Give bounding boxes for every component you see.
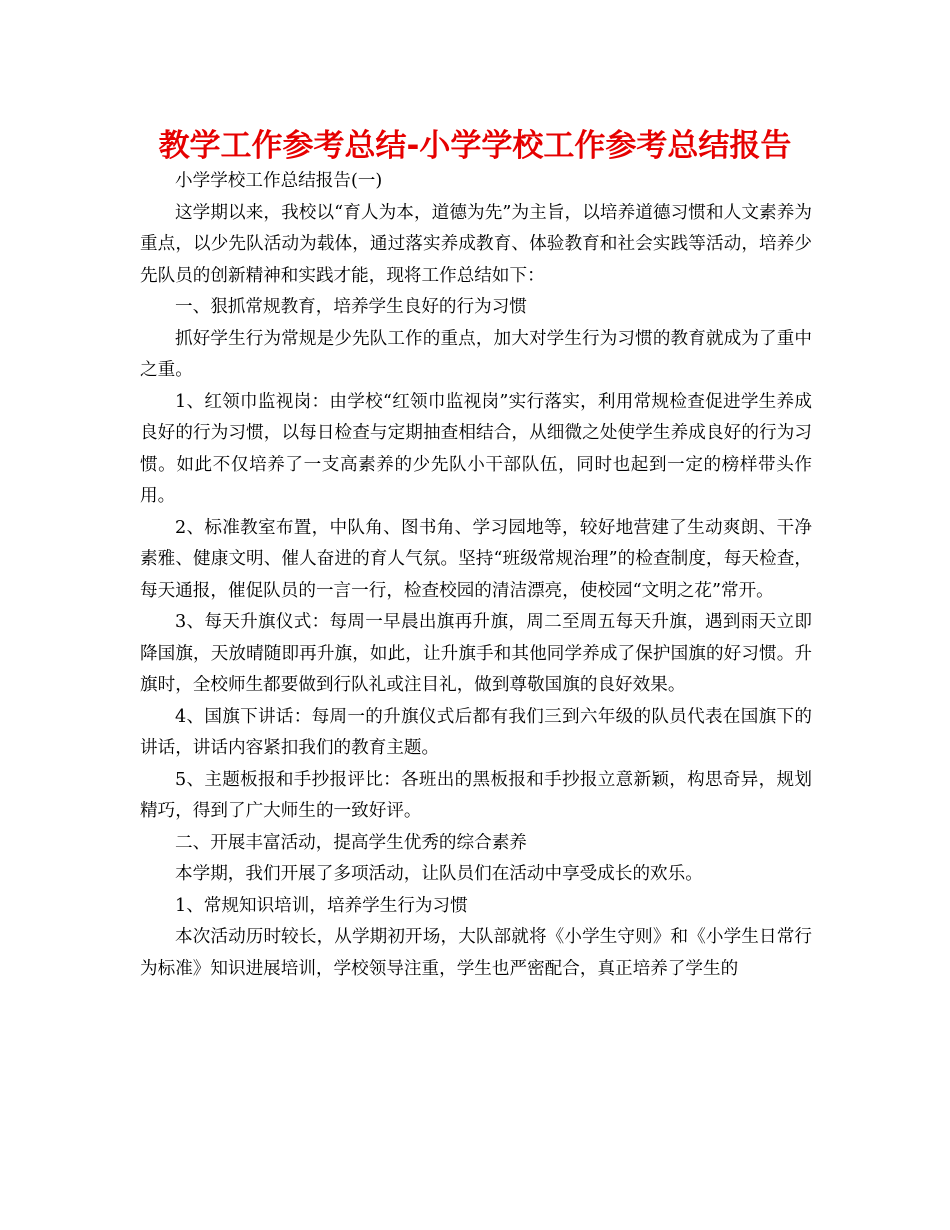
subtitle-paragraph: 小学学校工作总结报告(一) — [175, 171, 383, 191]
list-item-paragraph: 1、红领巾监视岗：由学校“红领巾监视岗”实行落实，利用常规检查促进学生养成良好的行为习惯，以每日检查与定期抽查相结合，从细微之处使学生养成良好的行为习惯。如此不仅培养了一支高素养的少先队小干部队伍，同时也起到一定的榜样带头作用。 — [140, 391, 812, 506]
list-item-paragraph: 4、国旗下讲话：每周一的升旗仪式后都有我们三到六年级的队员代表在国旗下的讲话，讲话内容紧扣我们的教育主题。 — [140, 706, 812, 758]
list-item-paragraph: 3、每天升旗仪式：每周一早晨出旗再升旗，周二至周五每天升旗，遇到雨天立即降国旗，天放晴随即再升旗，如此，让升旗手和其他同学养成了保护国旗的好习惯。升旗时，全校师生都要做到行队礼或注目礼，做到尊敬国旗的良好效果。 — [140, 612, 812, 695]
body-paragraph: 本学期，我们开展了多项活动，让队员们在活动中享受成长的欢乐。 — [175, 864, 703, 884]
document-title: 教学工作参考总结-小学学校工作参考总结报告 — [158, 128, 792, 164]
intro-paragraph: 这学期以来，我校以“育人为本，道德为先”为主旨，以培养道德习惯和人文素养为重点，以少先队活动为载体，通过落实养成教育、体验教育和社会实践等活动，培养少先队员的创新精神和实践才能，现将工作总结如下： — [140, 202, 812, 286]
list-item-paragraph: 2、标准教室布置，中队角、图书角、学习园地等，较好地营建了生动爽朗、干净素雅、健康文明、催人奋进的育人气氛。坚持“班级常规治理”的检查制度，每天检查，每天通报，催促队员的一言一行，检查校园的清洁漂亮，使校园“文明之花”常开。 — [140, 517, 812, 601]
body-paragraph: 本次活动历时较长，从学期初开场，大队部就将《小学生守则》和《小学生日常行为标准》知识进展培训，学校领导注重，学生也严密配合，真正培养了学生的 — [140, 927, 812, 979]
section-heading-1: 一、狠抓常规教育，培养学生良好的行为习惯 — [175, 297, 527, 317]
section-heading-2: 二、开展丰富活动，提高学生优秀的综合素养 — [175, 832, 527, 853]
list-item-paragraph: 1、常规知识培训，培养学生行为习惯 — [175, 895, 468, 916]
document-body — [140, 166, 812, 985]
list-item-paragraph: 5、主题板报和手抄报评比：各班出的黑板报和手抄报立意新颖，构思奇异，规划精巧，得到了广大师生的一致好评。 — [140, 769, 812, 821]
body-paragraph: 抓好学生行为常规是少先队工作的重点，加大对学生行为习惯的教育就成为了重中之重。 — [140, 328, 812, 380]
